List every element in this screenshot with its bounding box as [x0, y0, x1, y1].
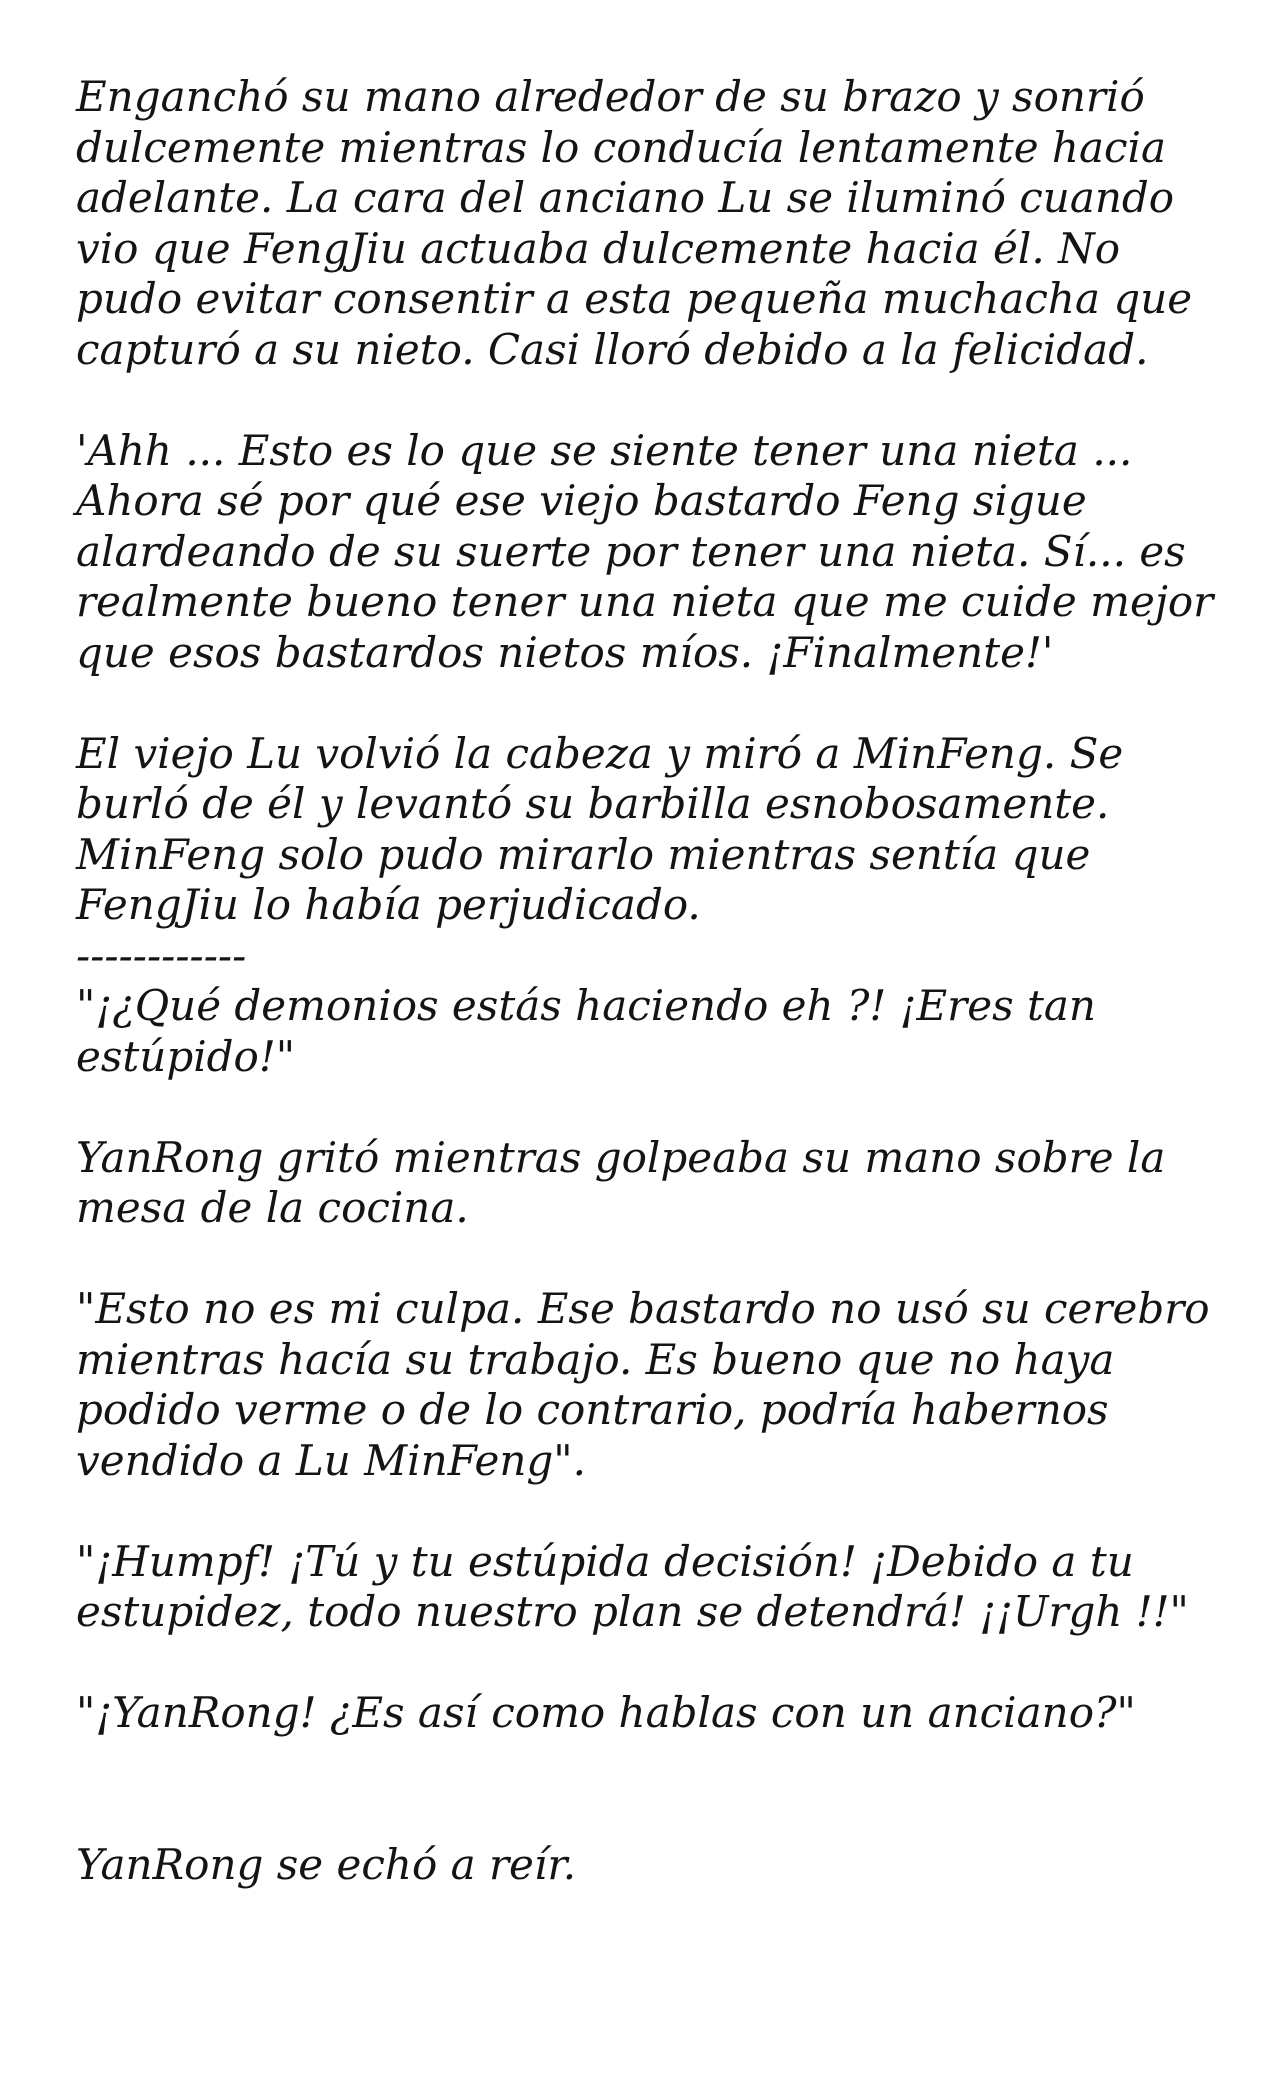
text-line: "¡YanRong! ¿Es así como hablas con un anciano?": [76, 1688, 1136, 1737]
paragraph-spacer: [76, 1486, 1216, 1537]
text-line: realmente bueno tener una nieta que me cuide mejor: [76, 577, 1214, 626]
text-line: estupidez, todo nuestro plan se detendrá! ¡¡Urgh !!": [76, 1587, 1189, 1636]
text-line: dulcemente mientras lo conducía lentamente hacia: [76, 122, 1166, 172]
text-line: alardeando de su suerte por tener una nieta. Sí... es: [76, 526, 1186, 576]
paragraph: [76, 72, 1216, 375]
text-line: pudo evitar consentir a esta pequeña muchacha que: [76, 274, 1193, 323]
text-line: podido verme o de lo contrario, podría habernos: [76, 1385, 1109, 1434]
text-line: mesa de la cocina.: [76, 1183, 469, 1232]
text-line: Ahora sé por qué ese viejo bastardo Feng sigue: [76, 476, 1087, 525]
text-line: YanRong gritó mientras golpeaba su mano sobre la: [76, 1132, 1166, 1182]
text-line: estúpido!": [76, 1031, 296, 1081]
paragraph-spacer: [76, 1739, 1216, 1840]
paragraph: [76, 1284, 1216, 1486]
paragraph: [76, 1537, 1216, 1638]
text-line: MinFeng solo pudo mirarlo mientras sentía que: [76, 829, 1091, 879]
text-line: YanRong se echó a reír.: [76, 1839, 577, 1889]
text-line: vio que FengJiu actuaba dulcemente hacia él. No: [76, 223, 1121, 273]
paragraph-spacer: [76, 1638, 1216, 1689]
text-line: capturó a su nieto. Casi lloró debido a la felicidad.: [76, 324, 1149, 374]
text-line: El viejo Lu volvió la cabeza y miró a MinFeng. Se: [76, 728, 1124, 778]
paragraph-spacer: [76, 375, 1216, 426]
text-line: FengJiu lo había perjudicado.: [76, 880, 701, 929]
paragraph: [76, 426, 1216, 679]
paragraph: [76, 1840, 1216, 1891]
paragraph: [76, 729, 1216, 1083]
paragraph: [76, 1688, 1216, 1739]
paragraph: [76, 1133, 1216, 1234]
text-line: vendido a Lu MinFeng".: [76, 1435, 586, 1485]
text-line: 'Ahh ... Esto es lo que se siente tener una nieta ...: [76, 425, 1133, 475]
text-line: mientras hacía su trabajo. Es bueno que no haya: [76, 1334, 1115, 1384]
text-line: burló de él y levantó su barbilla esnobosamente.: [76, 779, 1110, 828]
text-line: Enganchó su mano alrededor de su brazo y sonrió: [76, 72, 1145, 121]
text-line: "¡Humpf! ¡Tú y tu estúpida decisión! ¡Debido a tu: [76, 1536, 1134, 1586]
paragraph-spacer: [76, 678, 1216, 729]
document-page: [76, 72, 1216, 1890]
text-line: "Esto no es mi culpa. Ese bastardo no usó su cerebro: [76, 1284, 1210, 1333]
text-line: que esos bastardos nietos míos. ¡Finalmente!': [76, 627, 1054, 677]
text-line: adelante. La cara del anciano Lu se iluminó cuando: [76, 173, 1175, 222]
scene-divider: ------------: [76, 930, 247, 980]
paragraph-spacer: [76, 1234, 1216, 1285]
paragraph-spacer: [76, 1082, 1216, 1133]
text-line: "¡¿Qué demonios estás haciendo eh ?! ¡Eres tan: [76, 981, 1096, 1030]
